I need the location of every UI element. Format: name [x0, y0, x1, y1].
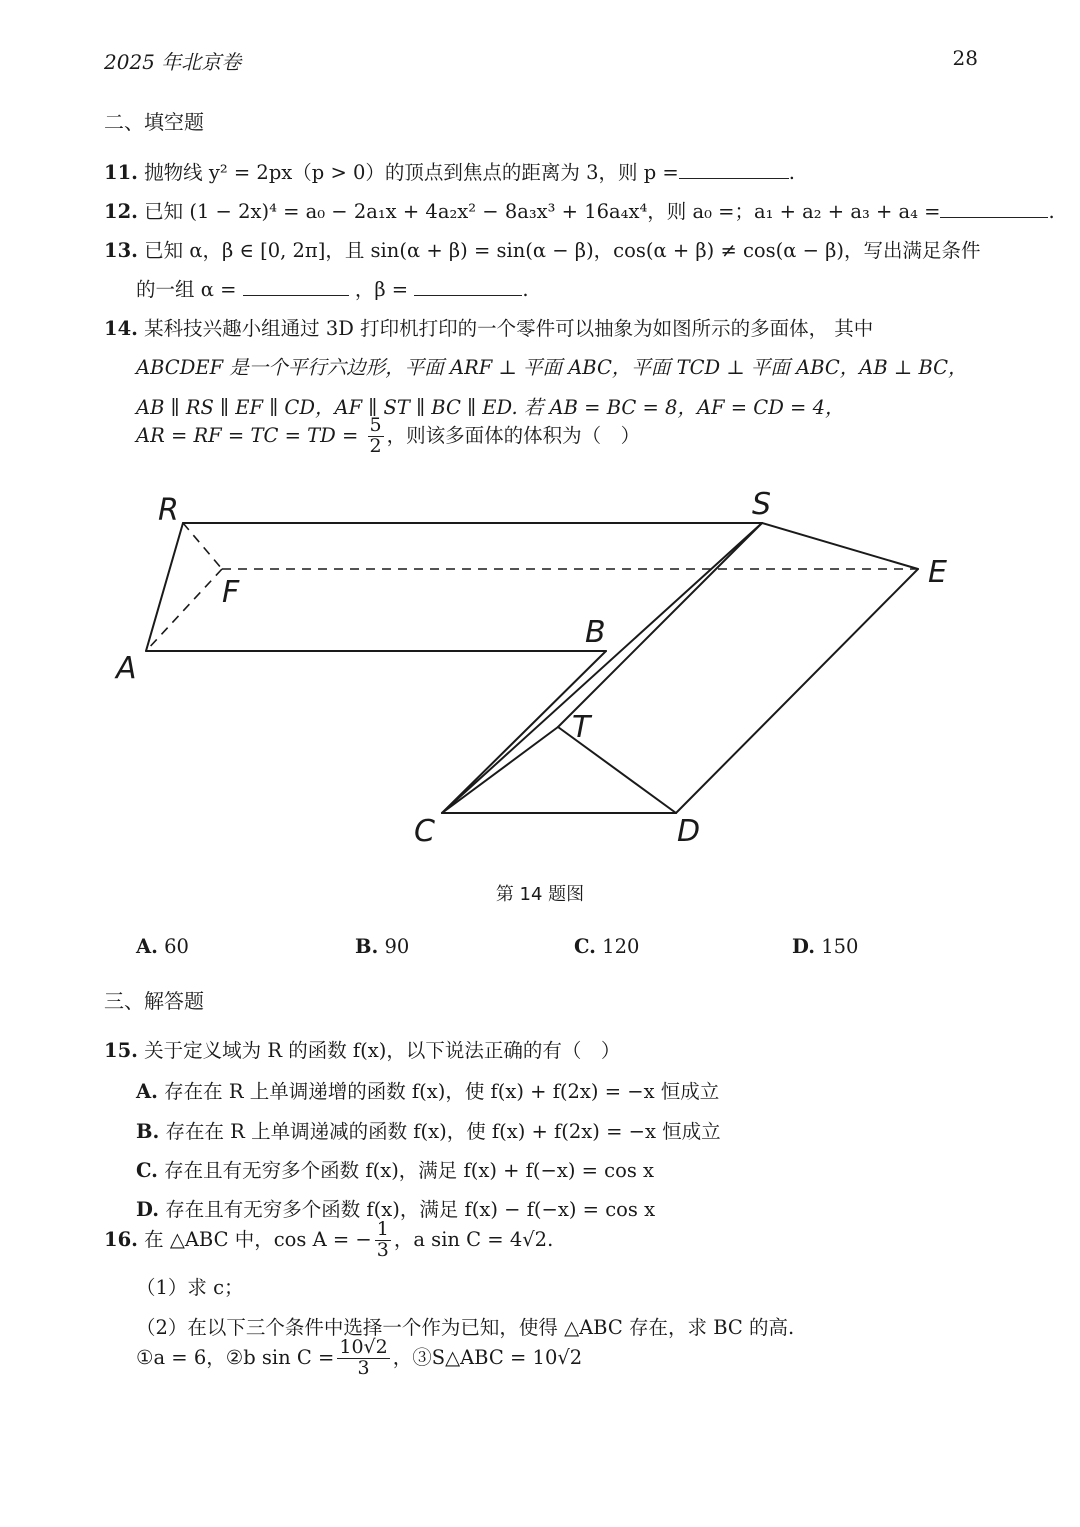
option-letter: D. — [136, 1198, 160, 1221]
label-A: A — [116, 651, 137, 686]
question-text: 已知 α，β ∈ [0, 2π]，且 sin(α + β) = sin(α − β)，cos(α + β) ≠ cos(α − β)，写出满足条件 — [144, 239, 981, 262]
question-text: 抛物线 y² = 2px（p > 0）的顶点到焦点的距离为 3，则 p = — [144, 161, 679, 184]
question-16-stem — [104, 1220, 553, 1261]
edge-SC — [442, 523, 762, 813]
question-text: 的一组 α = — [136, 278, 237, 301]
option-value: 150 — [821, 935, 859, 958]
answer-blank — [679, 160, 789, 179]
label-S: S — [752, 487, 772, 522]
label-T: T — [572, 710, 591, 745]
numerator: 5 — [369, 414, 382, 436]
question-13-line1 — [104, 235, 981, 263]
question-14-line3: AB ∥ RS ∥ EF ∥ CD，AF ∥ ST ∥ BC ∥ ED. 若 AB = BC = 8，AF = CD = 4， — [136, 396, 845, 419]
question-text: 已知 (1 − 2x)⁴ = a₀ − 2a₁x + 4a₂x² − 8a₃x³ + 16a₄x⁴，则 a₀ =；a₁ + a₂ + a₃ + a₄ = — [144, 200, 941, 223]
answer-blank-beta — [414, 277, 522, 296]
label-R: R — [158, 493, 179, 528]
edge-RF-hidden — [183, 523, 222, 569]
header-title: 2025 年北京卷 — [104, 50, 242, 74]
page-number: 28 — [952, 46, 978, 70]
question-15 — [104, 1035, 620, 1063]
question-14-line1 — [104, 313, 873, 341]
question-13-line2 — [136, 274, 529, 302]
label-D: D — [677, 814, 701, 849]
period: . — [522, 278, 529, 301]
question-14-line4 — [136, 416, 640, 457]
denominator: 2 — [369, 434, 382, 457]
option-text: 存在在 R 上单调递减的函数 f(x)，使 f(x) + f(2x) = −x 恒成立 — [165, 1120, 721, 1143]
figure-caption: 第 14 题图 — [495, 884, 585, 905]
answer-blank-alpha — [243, 277, 349, 296]
q15-option-c — [136, 1155, 654, 1183]
label-C: C — [414, 814, 435, 849]
question-number: 16. — [104, 1227, 138, 1251]
option-value: 90 — [384, 935, 410, 958]
question-12 — [104, 196, 1055, 224]
label-E: E — [928, 555, 947, 590]
polyhedron-figure — [0, 480, 1080, 860]
question-number: 11. — [104, 161, 138, 184]
option-b — [355, 935, 409, 958]
question-text: ，则该多面体的体积为（ ） — [386, 423, 641, 447]
option-value: 60 — [164, 935, 189, 958]
fraction — [375, 1220, 391, 1261]
option-value: 120 — [602, 935, 640, 958]
denominator: 3 — [357, 1356, 370, 1379]
label-B: B — [585, 615, 606, 650]
option-letter: C. — [574, 935, 596, 958]
question-text: ，a sin C = 4√2. — [393, 1227, 554, 1251]
answer-blank — [940, 199, 1048, 218]
option-text: 存在且有无穷多个函数 f(x)，满足 f(x) − f(−x) = cos x — [165, 1198, 656, 1221]
question-text: 关于定义域为 R 的函数 f(x)，以下说法正确的有（ ） — [144, 1039, 621, 1062]
question-16-conditions — [136, 1338, 582, 1379]
question-number: 13. — [104, 239, 138, 262]
option-text: 存在在 R 上单调递增的函数 f(x)，使 f(x) + f(2x) = −x 恒成立 — [164, 1080, 720, 1103]
question-16-part1: （1）求 c； — [136, 1276, 244, 1299]
denominator: 3 — [376, 1238, 389, 1261]
question-16-part2: （2）在以下三个条件中选择一个作为已知，使得 △ABC 存在，求 BC 的高. — [136, 1316, 795, 1339]
question-number: 15. — [104, 1039, 138, 1062]
period: . — [1048, 200, 1055, 223]
period: . — [788, 161, 795, 184]
option-letter: B. — [136, 1120, 160, 1143]
option-letter: A. — [136, 1080, 158, 1103]
option-letter: D. — [792, 935, 816, 958]
option-c — [574, 935, 639, 958]
edge-ED — [676, 569, 918, 813]
q15-option-a — [136, 1076, 719, 1104]
label-F: F — [222, 575, 240, 610]
q15-option-b — [136, 1116, 721, 1144]
condition-text: ①a = 6，②b sin C = — [136, 1345, 335, 1369]
question-14-line2: ABCDEF 是一个平行六边形，平面 ARF ⊥ 平面 ABC，平面 TCD ⊥ 平面 ABC，AB ⊥ BC， — [136, 356, 968, 379]
question-text: 某科技兴趣小组通过 3D 打印机打印的一个零件可以抽象为如图所示的多面体， 其中 — [144, 317, 874, 340]
q15-option-d — [136, 1194, 655, 1222]
numerator: 1 — [376, 1218, 389, 1240]
question-text: AR = RF = TC = TD = — [136, 423, 359, 447]
section-heading-answer: 三、解答题 — [104, 989, 204, 1013]
question-11 — [104, 157, 795, 185]
numerator: 10√2 — [339, 1336, 388, 1358]
option-letter: B. — [355, 935, 379, 958]
option-letter: A. — [136, 935, 158, 958]
option-d — [792, 935, 858, 958]
option-text: 存在且有无穷多个函数 f(x)，满足 f(x) + f(−x) = cos x — [164, 1159, 655, 1182]
question-text: ，β = — [354, 278, 409, 301]
question-text: 在 △ABC 中，cos A = − — [144, 1227, 372, 1251]
question-number: 12. — [104, 200, 138, 223]
option-a — [136, 935, 189, 958]
edge-SE — [762, 523, 918, 569]
fraction — [337, 1338, 389, 1379]
condition-text: ，③S△ABC = 10√2 — [392, 1345, 583, 1369]
section-heading-fill: 二、填空题 — [104, 110, 204, 134]
fraction — [368, 416, 384, 457]
option-letter: C. — [136, 1159, 158, 1182]
edge-TC — [442, 727, 558, 813]
question-number: 14. — [104, 317, 138, 340]
